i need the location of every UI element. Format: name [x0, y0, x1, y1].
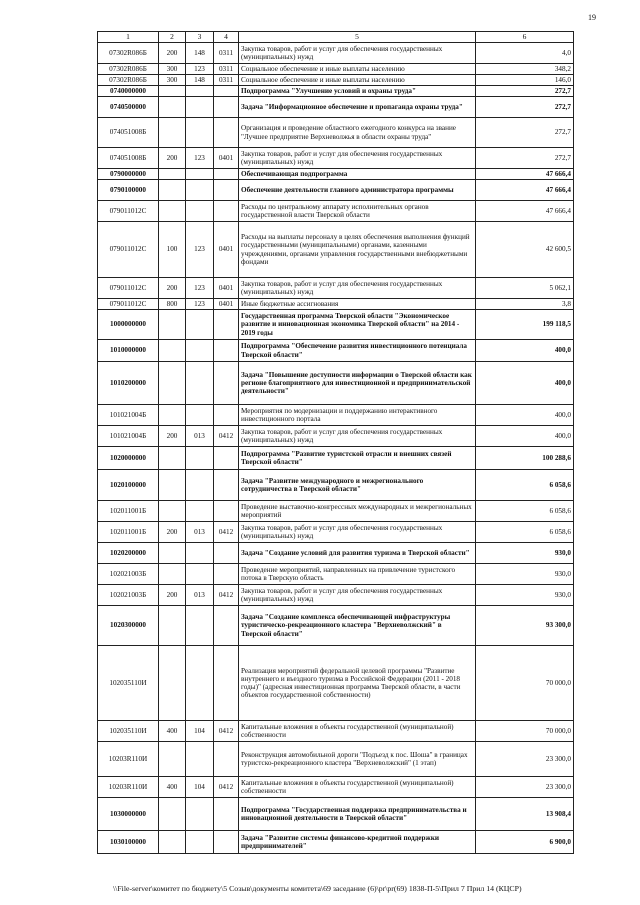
expense-type-cell: 200	[159, 43, 186, 64]
expense-type-cell: 200	[159, 278, 186, 299]
admin-code-cell	[186, 97, 214, 118]
table-row	[98, 646, 574, 721]
target-code-cell: 07302R086Б	[98, 75, 159, 86]
target-code-cell: 102021003Б	[98, 585, 159, 606]
target-code-cell: 0740500000	[98, 97, 159, 118]
section-code-cell: 0412	[214, 426, 239, 447]
admin-code-cell	[186, 118, 214, 148]
expense-type-cell: 200	[159, 148, 186, 169]
amount-cell: 199 118,5	[476, 310, 574, 340]
table-row	[98, 118, 574, 148]
header-col-6: 6	[476, 32, 574, 43]
amount-cell: 70 000,0	[476, 721, 574, 742]
section-code-cell	[214, 340, 239, 362]
table-row	[98, 362, 574, 405]
table-row	[98, 299, 574, 310]
section-code-cell	[214, 470, 239, 501]
expense-type-cell	[159, 97, 186, 118]
description-cell: Подпрограмма "Государственная поддержка предпринимательства и инновационной деятельности в Тверской области"	[239, 798, 476, 831]
description-cell: Закупка товаров, работ и услуг для обеспечения государственных (муниципальных) нужд	[239, 148, 476, 169]
description-cell: Капитальные вложения в объекты государственной (муниципальной) собственности	[239, 777, 476, 798]
section-code-cell	[214, 501, 239, 522]
target-code-cell: 0790000000	[98, 169, 159, 180]
expense-type-cell	[159, 501, 186, 522]
section-code-cell: 0412	[214, 721, 239, 742]
admin-code-cell: 148	[186, 43, 214, 64]
table-row	[98, 564, 574, 585]
amount-cell: 272,7	[476, 148, 574, 169]
description-cell: Организация и проведение областного ежегодного конкурса на звание "Лучшее предприятие Верхневолжья в области охраны труда"	[239, 118, 476, 148]
expense-type-cell: 300	[159, 75, 186, 86]
target-code-cell: 102035110И	[98, 646, 159, 721]
table-row	[98, 777, 574, 798]
admin-code-cell: 013	[186, 426, 214, 447]
amount-cell: 400,0	[476, 340, 574, 362]
amount-cell: 23 300,0	[476, 742, 574, 777]
target-code-cell: 07302R086Б	[98, 43, 159, 64]
target-code-cell: 1020300000	[98, 606, 159, 646]
amount-cell: 348,2	[476, 64, 574, 75]
amount-cell: 100 288,6	[476, 447, 574, 470]
amount-cell: 6 900,0	[476, 831, 574, 854]
admin-code-cell: 104	[186, 777, 214, 798]
section-code-cell	[214, 310, 239, 340]
table-row	[98, 606, 574, 646]
target-code-cell: 102011001Б	[98, 501, 159, 522]
admin-code-cell	[186, 646, 214, 721]
expense-type-cell	[159, 447, 186, 470]
expense-type-cell	[159, 169, 186, 180]
table-row	[98, 278, 574, 299]
description-cell: Закупка товаров, работ и услуг для обеспечения государственных (муниципальных) нужд	[239, 43, 476, 64]
section-code-cell	[214, 86, 239, 97]
target-code-cell: 101021004Б	[98, 426, 159, 447]
target-code-cell: 1020100000	[98, 470, 159, 501]
amount-cell: 930,0	[476, 543, 574, 564]
amount-cell: 70 000,0	[476, 646, 574, 721]
table-row	[98, 470, 574, 501]
section-code-cell	[214, 646, 239, 721]
description-cell: Подпрограмма "Улучшение условий и охраны труда"	[239, 86, 476, 97]
description-cell: Обеспечение деятельности главного администратора программы	[239, 180, 476, 201]
table-row	[98, 522, 574, 543]
admin-code-cell	[186, 340, 214, 362]
amount-cell: 146,0	[476, 75, 574, 86]
amount-cell: 6 058,6	[476, 470, 574, 501]
admin-code-cell: 123	[186, 222, 214, 278]
target-code-cell: 1030100000	[98, 831, 159, 854]
target-code-cell: 101021004Б	[98, 405, 159, 426]
target-code-cell: 10203R110И	[98, 742, 159, 777]
table-row	[98, 64, 574, 75]
expense-type-cell: 400	[159, 777, 186, 798]
admin-code-cell: 013	[186, 522, 214, 543]
table-row	[98, 721, 574, 742]
admin-code-cell	[186, 86, 214, 97]
expense-type-cell	[159, 606, 186, 646]
table-row	[98, 742, 574, 777]
admin-code-cell	[186, 447, 214, 470]
description-cell: Реализация мероприятий федеральной целевой программы "Развитие внутреннего и въездного туризма в Российской Федерации (2011 - 2018 годы)" (адресная инвестиционная программа Тверской области, в части объектов государственной собственности)	[239, 646, 476, 721]
amount-cell: 42 600,5	[476, 222, 574, 278]
table-row	[98, 180, 574, 201]
section-code-cell: 0311	[214, 75, 239, 86]
table-row	[98, 405, 574, 426]
target-code-cell: 074051008Б	[98, 118, 159, 148]
admin-code-cell	[186, 501, 214, 522]
section-code-cell	[214, 405, 239, 426]
description-cell: Закупка товаров, работ и услуг для обеспечения государственных (муниципальных) нужд	[239, 522, 476, 543]
description-cell: Задача "Развитие системы финансово-кредитной поддержки предпринимателей"	[239, 831, 476, 854]
target-code-cell: 0740000000	[98, 86, 159, 97]
description-cell: Капитальные вложения в объекты государственной (муниципальной) собственности	[239, 721, 476, 742]
expense-type-cell: 200	[159, 522, 186, 543]
target-code-cell: 1020000000	[98, 447, 159, 470]
description-cell: Закупка товаров, работ и услуг для обеспечения государственных (муниципальных) нужд	[239, 426, 476, 447]
target-code-cell: 1020200000	[98, 543, 159, 564]
target-code-cell: 102011001Б	[98, 522, 159, 543]
expense-type-cell	[159, 564, 186, 585]
table-row	[98, 426, 574, 447]
section-code-cell	[214, 606, 239, 646]
amount-cell: 47 666,4	[476, 180, 574, 201]
description-cell: Задача "Повышение доступности информации о Тверской области как регионе благоприятного для инвестиционной и предпринимательской деятельности"	[239, 362, 476, 405]
budget-table	[97, 31, 574, 854]
amount-cell: 930,0	[476, 564, 574, 585]
admin-code-cell	[186, 606, 214, 646]
amount-cell: 272,7	[476, 86, 574, 97]
expense-type-cell	[159, 742, 186, 777]
amount-cell: 400,0	[476, 426, 574, 447]
section-code-cell: 0401	[214, 299, 239, 310]
table-row	[98, 222, 574, 278]
table-row	[98, 340, 574, 362]
admin-code-cell	[186, 564, 214, 585]
description-cell: Проведение выставочно-конгрессных международных и межрегиональных мероприятий	[239, 501, 476, 522]
description-cell: Расходы на выплаты персоналу в целях обеспечения выполнения функций государственными (муниципальными) органами, казенными учреждениями, органами управления государственными внебюджетными фондами	[239, 222, 476, 278]
section-code-cell	[214, 97, 239, 118]
section-code-cell	[214, 831, 239, 854]
section-code-cell: 0311	[214, 43, 239, 64]
target-code-cell: 1000000000	[98, 310, 159, 340]
target-code-cell: 079011012С	[98, 222, 159, 278]
section-code-cell: 0412	[214, 585, 239, 606]
description-cell: Подпрограмма "Обеспечение развития инвестиционного потенциала Тверской области"	[239, 340, 476, 362]
target-code-cell: 07302R086Б	[98, 64, 159, 75]
target-code-cell: 074051008Б	[98, 148, 159, 169]
expense-type-cell: 300	[159, 64, 186, 75]
target-code-cell: 0790100000	[98, 180, 159, 201]
amount-cell: 3,8	[476, 299, 574, 310]
table-row	[98, 447, 574, 470]
admin-code-cell	[186, 470, 214, 501]
target-code-cell: 079011012С	[98, 201, 159, 222]
target-code-cell: 1030000000	[98, 798, 159, 831]
admin-code-cell: 104	[186, 721, 214, 742]
expense-type-cell	[159, 543, 186, 564]
expense-type-cell	[159, 470, 186, 501]
table-row	[98, 97, 574, 118]
section-code-cell	[214, 362, 239, 405]
table-row	[98, 543, 574, 564]
amount-cell: 272,7	[476, 97, 574, 118]
amount-cell: 5 062,1	[476, 278, 574, 299]
section-code-cell: 0412	[214, 522, 239, 543]
section-code-cell: 0401	[214, 278, 239, 299]
admin-code-cell	[186, 201, 214, 222]
description-cell: Государственная программа Тверской области "Экономическое развитие и инновационная экономика Тверской области" на 2014 - 2019 годы	[239, 310, 476, 340]
expense-type-cell	[159, 798, 186, 831]
admin-code-cell: 123	[186, 64, 214, 75]
amount-cell: 47 666,4	[476, 201, 574, 222]
amount-cell: 930,0	[476, 585, 574, 606]
table-row	[98, 201, 574, 222]
expense-type-cell	[159, 831, 186, 854]
target-code-cell: 10203R110И	[98, 777, 159, 798]
header-col-1: 1	[98, 32, 159, 43]
amount-cell: 6 058,6	[476, 501, 574, 522]
header-col-4: 4	[214, 32, 239, 43]
table-row	[98, 43, 574, 64]
file-path-footer: \\File-server\комитет по бюджету\5 Созыв\документы комитета\69 заседание (6)\pr\pr(69) 1838-П-5\Прил 7 Прил 14 (КЦСР)	[113, 884, 522, 893]
expense-type-cell	[159, 86, 186, 97]
description-cell: Закупка товаров, работ и услуг для обеспечения государственных (муниципальных) нужд	[239, 278, 476, 299]
section-code-cell	[214, 447, 239, 470]
description-cell: Задача "Развитие международного и межрегионального сотрудничества в Тверской области"	[239, 470, 476, 501]
page-number: 19	[588, 13, 596, 22]
table-row	[98, 86, 574, 97]
section-code-cell: 0401	[214, 148, 239, 169]
expense-type-cell: 200	[159, 585, 186, 606]
description-cell: Задача "Создание условий для развития туризма в Тверской области"	[239, 543, 476, 564]
expense-type-cell	[159, 201, 186, 222]
expense-type-cell	[159, 646, 186, 721]
description-cell: Реконструкция автомобильной дороги "Подъезд к пос. Шоша" в границах туристско-рекреационного кластера "Верхневолжский" (1 этап)	[239, 742, 476, 777]
admin-code-cell: 148	[186, 75, 214, 86]
amount-cell: 93 300,0	[476, 606, 574, 646]
description-cell: Закупка товаров, работ и услуг для обеспечения государственных (муниципальных) нужд	[239, 585, 476, 606]
admin-code-cell	[186, 405, 214, 426]
admin-code-cell	[186, 742, 214, 777]
target-code-cell: 102021003Б	[98, 564, 159, 585]
admin-code-cell	[186, 831, 214, 854]
admin-code-cell: 013	[186, 585, 214, 606]
table-row	[98, 310, 574, 340]
expense-type-cell	[159, 362, 186, 405]
amount-cell: 400,0	[476, 362, 574, 405]
section-code-cell	[214, 564, 239, 585]
description-cell: Проведение мероприятий, направленных на привлечение туристского потока в Тверскую область	[239, 564, 476, 585]
expense-type-cell: 100	[159, 222, 186, 278]
table-row	[98, 75, 574, 86]
section-code-cell	[214, 169, 239, 180]
description-cell: Социальное обеспечение и иные выплаты населению	[239, 64, 476, 75]
admin-code-cell	[186, 180, 214, 201]
target-code-cell: 079011012С	[98, 278, 159, 299]
target-code-cell: 102035110И	[98, 721, 159, 742]
table-row	[98, 585, 574, 606]
description-cell: Мероприятия по модернизации и поддержанию интерактивного инвестиционного портала	[239, 405, 476, 426]
target-code-cell: 079011012С	[98, 299, 159, 310]
admin-code-cell	[186, 169, 214, 180]
admin-code-cell: 123	[186, 299, 214, 310]
section-code-cell	[214, 742, 239, 777]
description-cell: Обеспечивающая подпрограмма	[239, 169, 476, 180]
table-row	[98, 798, 574, 831]
expense-type-cell: 400	[159, 721, 186, 742]
section-code-cell	[214, 180, 239, 201]
amount-cell: 13 908,4	[476, 798, 574, 831]
expense-type-cell	[159, 340, 186, 362]
section-code-cell: 0311	[214, 64, 239, 75]
table-row	[98, 169, 574, 180]
description-cell: Иные бюджетные ассигнования	[239, 299, 476, 310]
amount-cell: 23 300,0	[476, 777, 574, 798]
admin-code-cell	[186, 310, 214, 340]
amount-cell: 4,0	[476, 43, 574, 64]
target-code-cell: 1010000000	[98, 340, 159, 362]
amount-cell: 47 666,4	[476, 169, 574, 180]
amount-cell: 400,0	[476, 405, 574, 426]
expense-type-cell	[159, 118, 186, 148]
description-cell: Задача "Информационное обеспечение и пропаганда охраны труда"	[239, 97, 476, 118]
admin-code-cell	[186, 543, 214, 564]
table-row	[98, 831, 574, 854]
section-code-cell: 0412	[214, 777, 239, 798]
target-code-cell: 1010200000	[98, 362, 159, 405]
section-code-cell	[214, 543, 239, 564]
section-code-cell	[214, 118, 239, 148]
header-col-3: 3	[186, 32, 214, 43]
section-code-cell	[214, 201, 239, 222]
header-col-5: 5	[239, 32, 476, 43]
expense-type-cell: 200	[159, 426, 186, 447]
amount-cell: 272,7	[476, 118, 574, 148]
header-col-2: 2	[159, 32, 186, 43]
admin-code-cell	[186, 798, 214, 831]
expense-type-cell	[159, 180, 186, 201]
admin-code-cell: 123	[186, 278, 214, 299]
table-row	[98, 501, 574, 522]
table-row	[98, 148, 574, 169]
table-header-row	[98, 32, 574, 43]
expense-type-cell	[159, 405, 186, 426]
admin-code-cell	[186, 362, 214, 405]
description-cell: Социальное обеспечение и иные выплаты населению	[239, 75, 476, 86]
section-code-cell: 0401	[214, 222, 239, 278]
description-cell: Расходы по центральному аппарату исполнительных органов государственной власти Тверской области	[239, 201, 476, 222]
expense-type-cell: 800	[159, 299, 186, 310]
admin-code-cell: 123	[186, 148, 214, 169]
description-cell: Задача "Создание комплекса обеспечивающей инфраструктуры туристическо-рекреационного кластера "Верхневолжский" в Тверской области"	[239, 606, 476, 646]
expense-type-cell	[159, 310, 186, 340]
section-code-cell	[214, 798, 239, 831]
description-cell: Подпрограмма "Развитие туристской отрасли и внешних связей Тверской области"	[239, 447, 476, 470]
amount-cell: 6 058,6	[476, 522, 574, 543]
